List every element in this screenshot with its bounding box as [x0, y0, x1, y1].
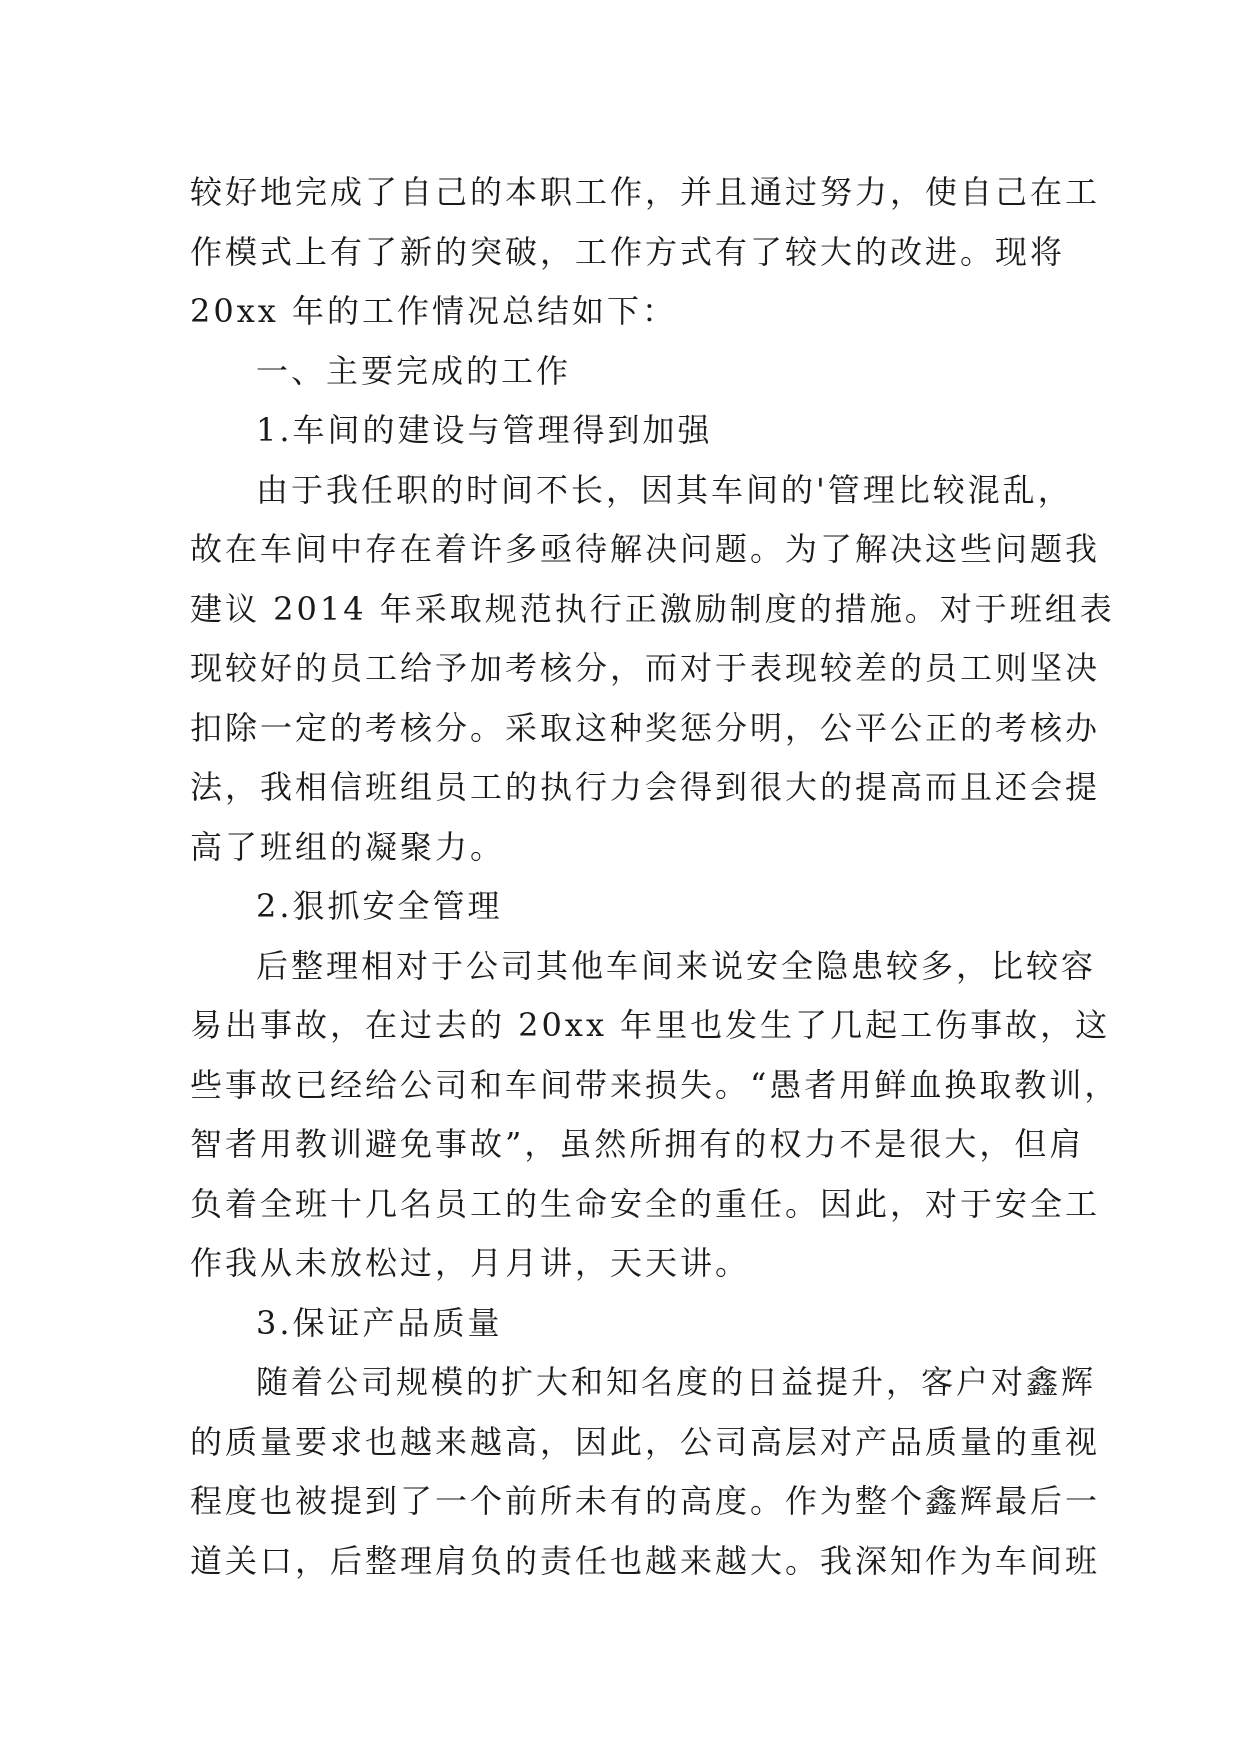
text-line: 负着全班十几名员工的生命安全的重任。因此，对于安全工	[190, 1184, 1101, 1223]
text-line: 故在车间中存在着许多亟待解决问题。为了解决这些问题我	[190, 530, 1101, 568]
text-line: 法，我相信班组员工的执行力会得到很大的提高而且还会提	[190, 768, 1101, 806]
subsection-heading: 1.车间的建设与管理得到加强	[256, 411, 713, 449]
text-line: 建议 2014 年采取规范执行正激励制度的措施。对于班组表	[190, 589, 1115, 628]
text-line: 随着公司规模的扩大和知名度的日益提升，客户对鑫辉	[256, 1363, 1097, 1401]
text-line: 的质量要求也越来越高，因此，公司高层对产品质量的重视	[190, 1422, 1101, 1461]
text-line: 作模式上有了新的突破，工作方式有了较大的改进。现将	[190, 232, 1066, 271]
subsection-heading: 3.保证产品质量	[256, 1303, 503, 1342]
text-line: 现较好的员工给予加考核分，而对于表现较差的员工则坚决	[190, 649, 1101, 687]
subsection-heading: 2.狠抓安全管理	[256, 887, 503, 925]
text-line: 较好地完成了自己的本职工作，并且通过努力，使自己在工	[190, 173, 1101, 211]
text-line: 作我从未放松过，月月讲，天天讲。	[190, 1244, 751, 1282]
text-line: 易出事故，在过去的 20xx 年里也发生了几起工伤事故，这	[190, 1006, 1111, 1044]
text-line: 些事故已经给公司和车间带来损失。“愚者用鲜血换取教训，	[190, 1065, 1120, 1104]
text-line: 扣除一定的考核分。采取这种奖惩分明，公平公正的考核办	[190, 708, 1101, 747]
text-line: 道关口，后整理肩负的责任也越来越大。我深知作为车间班	[190, 1541, 1101, 1580]
text-line: 20xx 年的工作情况总结如下：	[190, 292, 677, 330]
text-line: 程度也被提到了一个前所未有的高度。作为整个鑫辉最后一	[190, 1482, 1101, 1520]
text-line: 由于我任职的时间不长，因其车间的'管理比较混乱，	[256, 470, 1073, 509]
body-text	[190, 163, 1120, 1591]
section-heading: 一、主要完成的工作	[256, 351, 572, 390]
text-line: 高了班组的凝聚力。	[190, 827, 506, 866]
text-line: 后整理相对于公司其他车间来说安全隐患较多，比较容	[256, 946, 1097, 985]
text-line: 智者用教训避免事故”，虽然所拥有的权力不是很大，但肩	[190, 1125, 1085, 1163]
